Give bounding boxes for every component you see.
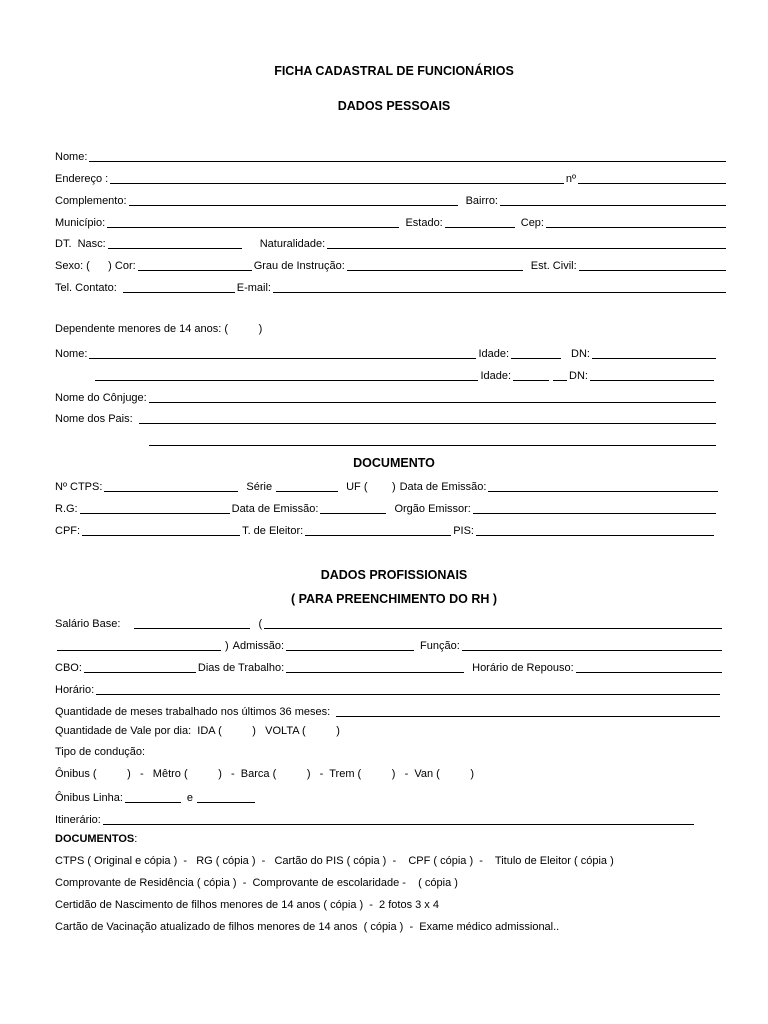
data-emissao-label-1: Data de Emissão: — [399, 481, 487, 493]
endereco-line — [110, 173, 564, 184]
documentos-colon: : — [134, 833, 138, 845]
form-title: FICHA CADASTRAL DE FUNCIONÁRIOS — [274, 64, 514, 78]
complemento-line — [129, 195, 458, 206]
ctps-label: Nº CTPS: — [55, 481, 103, 493]
endereco-label: Endereço : — [55, 173, 109, 185]
field-row-rg — [55, 500, 718, 516]
field-row-endereco — [55, 170, 728, 186]
field-row-itinerario — [55, 811, 696, 827]
onibus-options: Ônibus ( ) - Mêtro ( ) - Barca ( ) - Trem ( ) - Van ( ) — [55, 768, 475, 780]
field-row-complemento — [55, 192, 728, 208]
linha-line-1 — [125, 792, 181, 803]
field-row-dependente-1 — [55, 345, 718, 361]
pis-label: PIS: — [453, 525, 474, 537]
documentos-line-2: Comprovante de Residência ( cópia ) - Comprovante de escolaridade - ( cópia ) — [55, 877, 458, 889]
linha-e-label: e — [186, 792, 194, 804]
dt-nasc-line — [108, 238, 242, 249]
salario-label: Salário Base: — [55, 618, 121, 630]
field-row-nome — [55, 148, 728, 164]
serie-line — [276, 481, 338, 492]
documentos-line-4: Cartão de Vacinação atualizado de filhos menores de 14 anos ( cópia ) - Exame médico admissional.. — [55, 921, 560, 933]
dependente-nome-line-1 — [89, 348, 476, 359]
documentos-line-1: CTPS ( Original e cópia ) - RG ( cópia ) - Cartão do PIS ( cópia ) - CPF ( cópia ) - Titulo de Eleitor ( cópia ) — [55, 855, 614, 867]
field-row-admissao — [55, 637, 724, 653]
field-row-ctps — [55, 478, 720, 494]
cpf-line — [82, 525, 240, 536]
dependente-nome-line-2 — [95, 370, 478, 381]
salario-detail-line-2 — [57, 640, 221, 651]
dn-label-2: DN: — [569, 370, 588, 382]
numero-label: nº — [565, 173, 576, 185]
dias-line — [286, 662, 464, 673]
dt-nasc-label: DT. Nasc: — [55, 238, 106, 250]
funcao-line — [462, 640, 722, 651]
orgao-label: Orgão Emissor: — [394, 503, 471, 515]
dias-label: Dias de Trabalho: — [197, 662, 285, 674]
idade-label-2: Idade: — [480, 370, 512, 382]
vale-label: Quantidade de Vale por dia: IDA ( ) VOLTA ( ) — [55, 725, 340, 737]
dn-line-2 — [590, 370, 714, 381]
dn-line-1 — [592, 348, 716, 359]
linha-line-2 — [197, 792, 255, 803]
est-civil-label: Est. Civil: — [530, 260, 577, 272]
rg-label: R.G: — [55, 503, 78, 515]
itinerario-label: Itinerário: — [55, 814, 101, 826]
email-line — [273, 282, 726, 293]
salario-detail-line — [264, 618, 722, 629]
field-row-nascimento — [55, 235, 728, 251]
field-row-meses — [55, 703, 722, 719]
salario-line — [134, 618, 250, 629]
estado-line — [445, 217, 515, 228]
horario-line — [96, 684, 720, 695]
horario-label: Horário: — [55, 684, 95, 696]
repouso-label: Horário de Repouso: — [472, 662, 574, 674]
dependente-nome-label: Nome: — [55, 348, 88, 360]
documentos-heading — [55, 833, 137, 845]
uf-label: UF ( ) — [346, 481, 396, 493]
ctps-line — [104, 481, 238, 492]
field-row-cbo — [55, 659, 724, 675]
documentos-title: DOCUMENTOS — [55, 833, 135, 845]
eleitor-label: T. de Eleitor: — [242, 525, 304, 537]
numero-line — [578, 173, 726, 184]
orgao-line — [473, 503, 716, 514]
itinerario-line — [103, 814, 694, 825]
field-row-onibus-linha — [55, 789, 257, 805]
cep-label: Cep: — [520, 217, 544, 229]
conjuge-line — [149, 392, 716, 403]
pais-line-2 — [149, 435, 716, 446]
section-heading-documento: DOCUMENTO — [353, 456, 435, 470]
dn-prefix-line-2 — [553, 370, 567, 381]
nome-line — [89, 151, 726, 162]
est-civil-line — [579, 260, 726, 271]
idade-line-1 — [511, 348, 561, 359]
cpf-label: CPF: — [55, 525, 81, 537]
conjuge-label: Nome do Cônjuge: — [55, 392, 147, 404]
bairro-label: Bairro: — [465, 195, 498, 207]
field-row-pais — [55, 410, 718, 426]
admissao-close-paren: ) — [225, 640, 229, 652]
grau-label: Grau de Instrução: — [253, 260, 345, 272]
estado-label: Estado: — [405, 217, 443, 229]
serie-label: Série — [246, 481, 273, 493]
field-row-cpf — [55, 522, 716, 538]
pis-line — [476, 525, 714, 536]
section-heading-personal: DADOS PESSOAIS — [337, 99, 451, 113]
admissao-line — [286, 640, 414, 651]
email-label: E-mail: — [236, 282, 271, 294]
admissao-label: Admissão: — [232, 640, 285, 652]
data-emissao-line-1 — [488, 481, 718, 492]
idade-line-2 — [513, 370, 549, 381]
field-row-municipio — [55, 214, 728, 230]
meses-label: Quantidade de meses trabalhado nos últimos 36 meses: — [55, 706, 331, 718]
cbo-line — [84, 662, 196, 673]
rg-line — [80, 503, 230, 514]
repouso-line — [576, 662, 722, 673]
eleitor-line — [305, 525, 451, 536]
dn-label-1: DN: — [571, 348, 590, 360]
cep-line — [546, 217, 726, 228]
field-row-pais-2 — [147, 432, 718, 448]
data-emissao-label-2: Data de Emissão: — [231, 503, 319, 515]
tel-line — [123, 282, 235, 293]
tel-label: Tel. Contato: — [55, 282, 117, 294]
field-row-contato — [55, 279, 728, 295]
grau-line — [347, 260, 523, 271]
naturalidade-line — [327, 238, 726, 249]
nome-label: Nome: — [55, 151, 88, 163]
field-row-sexo — [55, 257, 728, 273]
linha-label: Ônibus Linha: — [55, 792, 123, 804]
section-subheading-rh: ( PARA PREENCHIMENTO DO RH ) — [290, 592, 498, 606]
salario-open-paren: ( — [258, 618, 263, 630]
dependente-label: Dependente menores de 14 anos: ( ) — [55, 323, 263, 335]
idade-label-1: Idade: — [478, 348, 510, 360]
documentos-line-3: Certidão de Nascimento de filhos menores de 14 anos ( cópia ) - 2 fotos 3 x 4 — [55, 899, 439, 911]
cbo-label: CBO: — [55, 662, 82, 674]
data-emissao-line-2 — [320, 503, 386, 514]
field-row-salario — [55, 615, 724, 631]
bairro-line — [500, 195, 726, 206]
municipio-line — [107, 217, 399, 228]
pais-label: Nome dos Pais: — [55, 413, 133, 425]
pais-line-1 — [139, 413, 716, 424]
section-heading-profissionais: DADOS PROFISSIONAIS — [320, 568, 468, 582]
cor-line — [138, 260, 252, 271]
municipio-label: Município: — [55, 217, 106, 229]
naturalidade-label: Naturalidade: — [259, 238, 326, 250]
complemento-label: Complemento: — [55, 195, 127, 207]
meses-line — [336, 706, 720, 717]
field-row-dependente-2 — [93, 367, 716, 383]
field-row-conjuge — [55, 389, 718, 405]
field-row-horario — [55, 681, 722, 697]
sexo-cor-label: Sexo: ( ) Cor: — [55, 260, 136, 272]
funcao-label: Função: — [420, 640, 460, 652]
conducao-label: Tipo de condução: — [55, 746, 146, 758]
